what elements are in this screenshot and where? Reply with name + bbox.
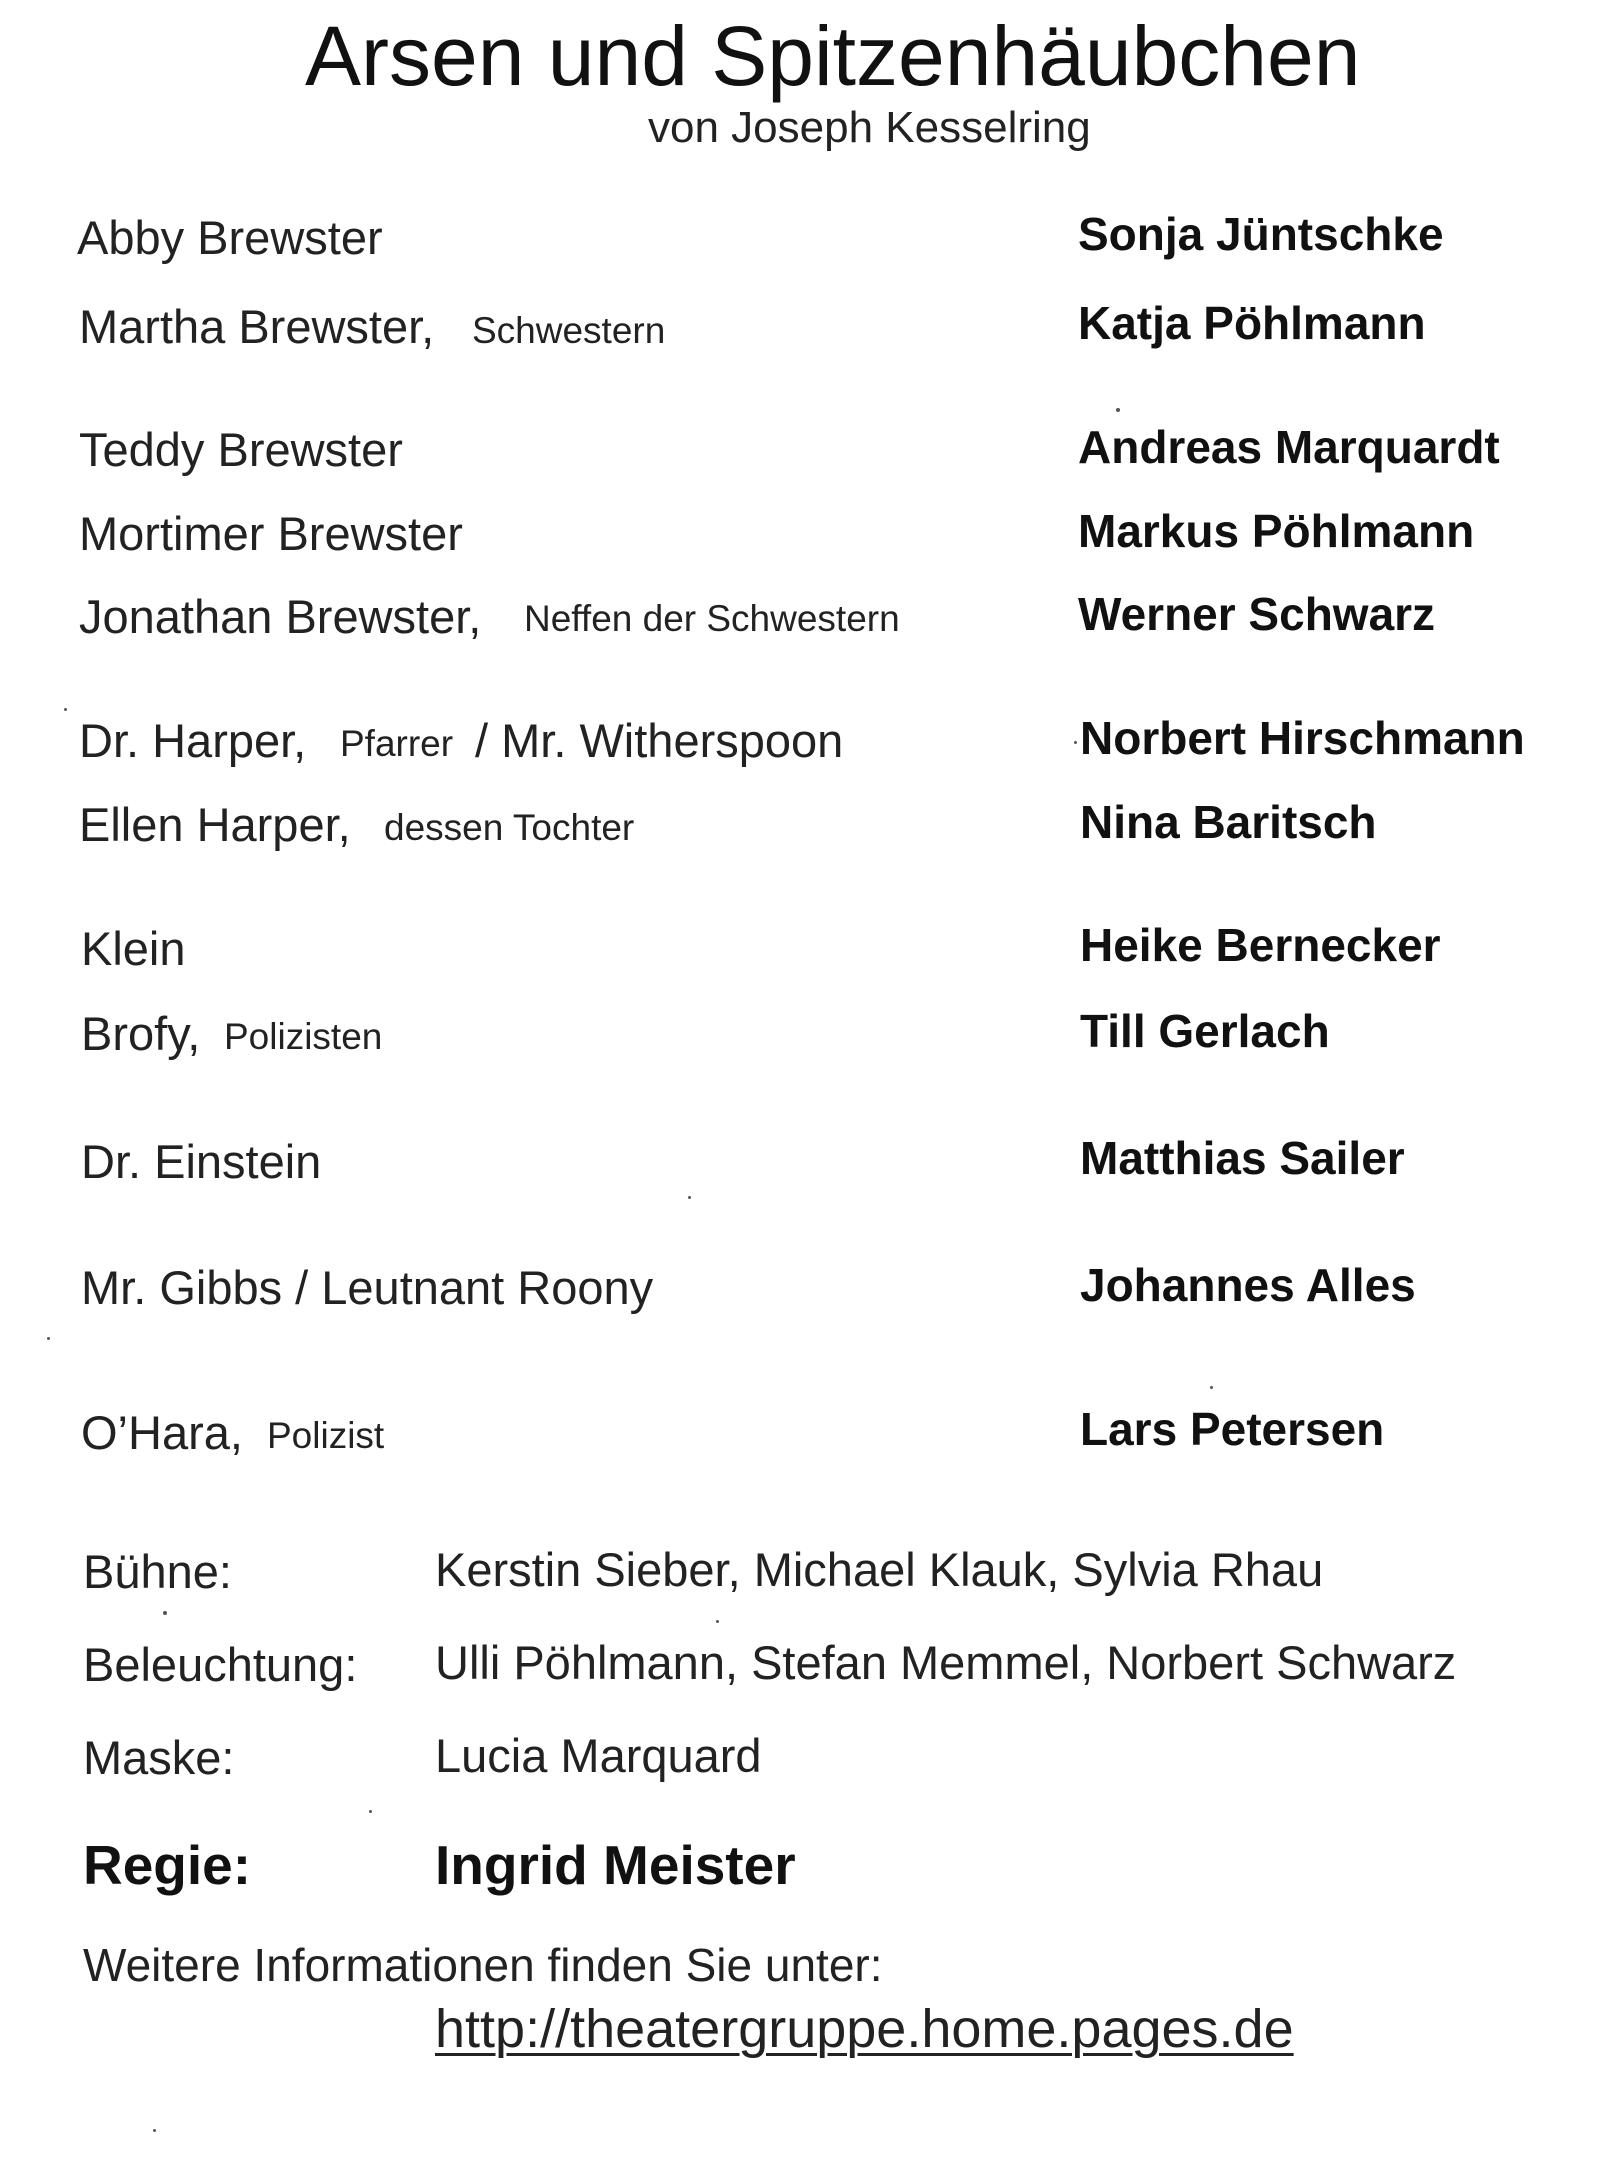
actor-name: Lars Petersen [1080,1403,1385,1455]
role-name: O’Hara, [81,1406,243,1459]
actor-name: Till Gerlach [1080,1005,1330,1057]
scan-speck [369,1810,372,1813]
crew-value: Lucia Marquard [435,1729,762,1782]
director-name: Ingrid Meister [435,1834,796,1896]
role-name: Mr. Gibbs / Leutnant Roony [81,1261,654,1314]
role-note: Neffen der Schwestern [524,598,900,639]
crew-label: Maske: [83,1731,235,1784]
role-name: Ellen Harper, [79,798,351,851]
scan-speck [688,1196,691,1199]
role-name: Brofy, [81,1007,201,1060]
role-name: Mortimer Brewster [79,507,463,560]
page-title: Arsen und Spitzenhäubchen [305,9,1361,103]
role-note: dessen Tochter [384,807,635,848]
actor-name: Heike Bernecker [1080,919,1441,971]
role-name: Dr. Harper, [79,714,307,767]
scan-speck [716,1620,719,1623]
role-note: Pfarrer [340,723,454,764]
scan-speck [1116,408,1120,412]
role-note: Polizist [267,1415,385,1456]
scan-speck [1074,741,1077,744]
crew-value: Ulli Pöhlmann, Stefan Memmel, Norbert Schwarz [435,1636,1457,1689]
crew-label: Bühne: [83,1545,232,1598]
scan-speck [153,2129,156,2132]
actor-name: Werner Schwarz [1078,588,1436,640]
actor-name: Johannes Alles [1080,1259,1416,1311]
role-name: Abby Brewster [77,211,383,264]
role-note: Polizisten [224,1016,383,1057]
role-name: Jonathan Brewster, [79,590,482,643]
role-name: Martha Brewster, [79,300,435,353]
actor-name: Norbert Hirschmann [1080,712,1525,764]
info-text: Weitere Informationen finden Sie unter: [83,1939,883,1991]
website-link[interactable]: http://theatergruppe.home.pages.de [435,1999,1294,2059]
actor-name: Katja Pöhlmann [1078,297,1426,349]
scan-speck [163,1611,167,1615]
role-name: Dr. Einstein [81,1135,322,1188]
author-line: von Joseph Kesselring [648,103,1091,152]
role-note: Schwestern [472,310,666,351]
scan-speck [64,708,67,711]
director-label: Regie: [83,1834,252,1896]
crew-value: Kerstin Sieber, Michael Klauk, Sylvia Rhau [435,1543,1324,1596]
role-name: Teddy Brewster [79,423,403,476]
actor-name: Sonja Jüntschke [1078,208,1444,260]
role-name: Klein [81,922,186,975]
scan-speck [1210,1386,1213,1389]
actor-name: Nina Baritsch [1080,796,1377,848]
role-name-suffix: / Mr. Witherspoon [475,714,844,767]
crew-label: Beleuchtung: [83,1638,358,1691]
actor-name: Markus Pöhlmann [1078,505,1475,557]
scan-speck [47,1337,50,1340]
actor-name: Matthias Sailer [1080,1132,1405,1184]
actor-name: Andreas Marquardt [1078,421,1500,473]
